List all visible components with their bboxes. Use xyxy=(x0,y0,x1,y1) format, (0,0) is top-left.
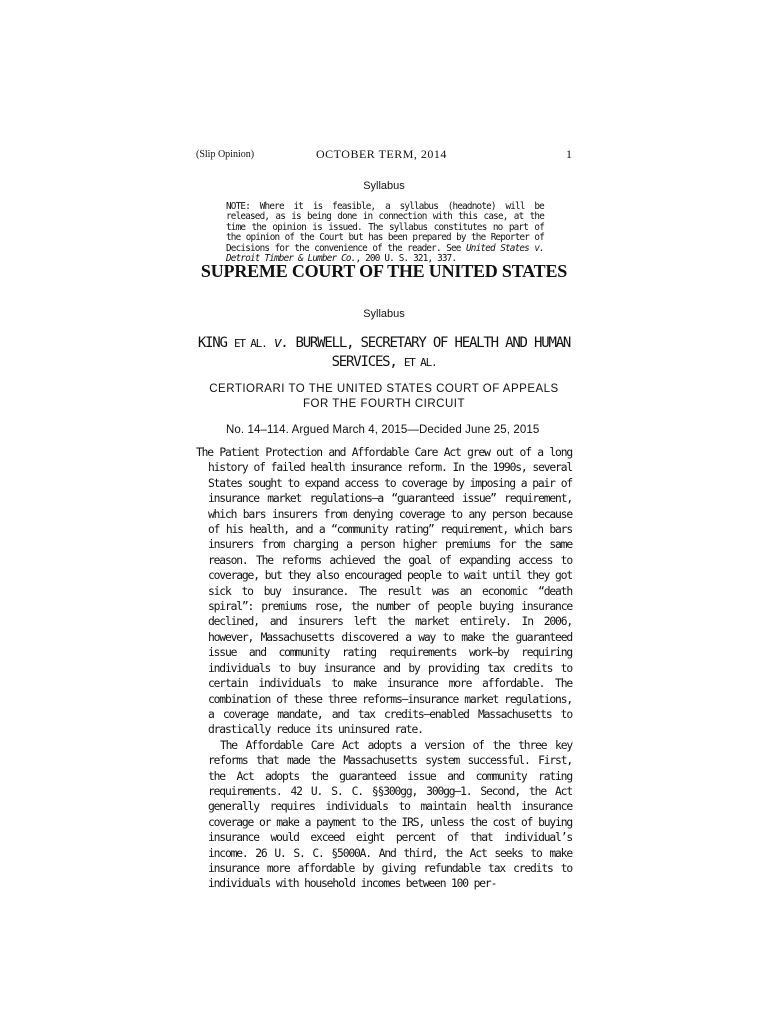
case-caption xyxy=(196,334,572,372)
running-header xyxy=(196,147,572,163)
versus-label: v. xyxy=(273,335,289,351)
syllabus-heading-top: Syllabus xyxy=(363,180,405,192)
headnote-notice xyxy=(226,202,544,264)
term-heading: OCTOBER TERM, 2014 xyxy=(316,147,447,161)
petitioner-et-al: ET AL. xyxy=(233,337,267,350)
body-paragraph-1: The Patient Protection and Affordable Care Act grew out of a long history of failed health insurance reform. In the 1990s, several States sought to expand access to coverage by imposing a pair of insurance market regulations—a “guaranteed issue” requirement, which bars insurers from denying coverage to any person because of his health, and a “community rating” requirement, which bars insurers from charging a person higher premiums for the same reason. The reforms achieved the goal of expanding access to coverage, but they also encouraged people to wait until they got sick to buy insurance. The result was an economic “death spiral”: premiums rose, the number of people buying insurance declined, and insurers left the market entirely. In 2006, however, Massachusetts discovered a way to make the guaranteed issue and community rating requirements work—by requiring individuals to buy insurance and by providing tax credits to certain individuals to make insurance more affordable. The combination of these three reforms—insurance market regulations, a coverage mandate, and tax credits—enabled Massachusetts to drastically reduce its uninsured rate. xyxy=(196,446,572,737)
court-name: SUPREME COURT OF THE UNITED STATES xyxy=(200,261,568,281)
page-number: 1 xyxy=(566,147,572,161)
syllabus-body xyxy=(196,445,572,892)
petitioner-name: KING xyxy=(197,335,227,351)
slip-opinion-label: (Slip Opinion) xyxy=(196,149,255,160)
note-citation: United States v. Detroit Timber & Lumber Co. xyxy=(226,242,544,265)
certiorari-line: CERTIORARI TO THE UNITED STATES COURT OF APPEALS FOR THE FOURTH CIRCUIT xyxy=(209,383,559,410)
respondent-et-al: ET AL. xyxy=(403,356,437,369)
docket-line: No. 14–114. Argued March 4, 2015—Decided June 25, 2015 xyxy=(226,424,540,436)
note-label: NOTE: xyxy=(226,201,250,212)
respondent-name: BURWELL, SECRETARY OF HEALTH AND HUMAN SERVICES, xyxy=(295,335,571,370)
note-text: Where it is feasible, a syllabus (headnote) will be released, as is being done in connection with this case, at the time the opinion is issued. The syllabus constitutes no part of the opinion of the Court but has been prepared by the Reporter of Decisions for the convenience of the reader. See xyxy=(226,201,544,254)
body-paragraph-2: The Affordable Care Act adopts a version of the three key reforms that made the Massachusetts system successful. First, the Act adopts the guaranteed issue and community rating requirements. 42 U. S. C. §§300gg, 300gg–1. Second, the Act generally requires individuals to maintain health insurance coverage or make a payment to the IRS, unless the cost of buying insurance would exceed eight percent of that individual’s income. 26 U. S. C. §5000A. And third, the Act seeks to make insurance more affordable by giving refundable tax credits to individuals with household incomes between 100 per- xyxy=(208,738,572,891)
syllabus-heading: Syllabus xyxy=(363,308,405,320)
note-citation-tail: , 200 U. S. 321, 337. xyxy=(355,253,457,265)
